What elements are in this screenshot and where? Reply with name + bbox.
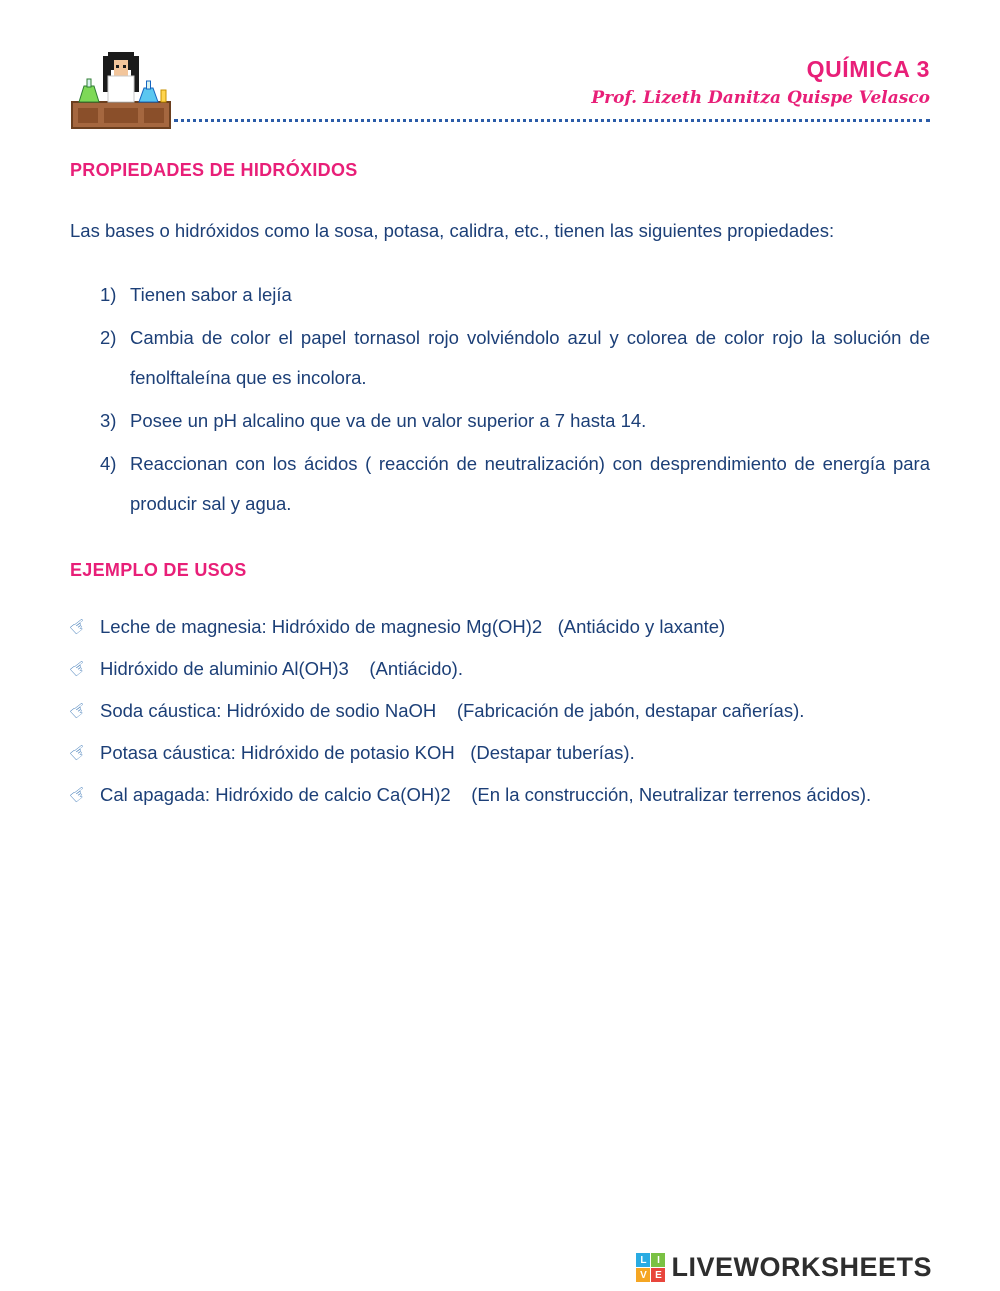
pointing-hand-icon: ☞ <box>65 654 93 684</box>
properties-list <box>70 275 930 524</box>
section-heading-propiedades: PROPIEDADES DE HIDRÓXIDOS <box>70 160 358 180</box>
item-number: 1) <box>100 284 117 305</box>
pointing-hand-icon: ☞ <box>65 696 93 726</box>
logo-square-l: L <box>636 1253 650 1267</box>
logo-square-i: I <box>651 1253 665 1267</box>
liveworksheets-wordmark: LIVEWORKSHEETS <box>671 1252 932 1282</box>
item-number: 2) <box>100 327 117 348</box>
numbered-item <box>70 318 930 398</box>
intro-paragraph: Las bases o hidróxidos como la sosa, potasa, calidra, etc., tienen las siguientes propiedades: <box>70 220 835 241</box>
numbered-item <box>70 444 930 524</box>
pointing-hand-icon: ☞ <box>65 738 93 768</box>
item-number: 3) <box>100 410 117 431</box>
liveworksheets-logo[interactable] <box>636 1252 932 1283</box>
use-item <box>65 691 930 731</box>
item-text: Reaccionan con los ácidos ( reacción de neutralización) con desprendimiento de energía para producir sal y agua. <box>130 453 930 514</box>
item-number: 4) <box>100 453 117 474</box>
use-text: Potasa cáustica: Hidróxido de potasio KOH (Destapar tuberías). <box>100 742 635 763</box>
logo-square-v: V <box>636 1268 650 1282</box>
numbered-item <box>70 401 930 441</box>
teacher-name: Prof. Lizeth Danitza Quispe Velasco <box>591 88 930 108</box>
teacher-lab-art-svg <box>70 50 172 130</box>
page-header <box>0 0 1000 138</box>
dotted-divider <box>174 119 930 122</box>
use-text: Soda cáustica: Hidróxido de sodio NaOH (Fabricación de jabón, destapar cañerías). <box>100 700 805 721</box>
teacher-lab-image <box>70 50 172 130</box>
item-text: Posee un pH alcalino que va de un valor superior a 7 hasta 14. <box>130 410 647 431</box>
numbered-item <box>70 275 930 315</box>
use-item <box>65 607 930 647</box>
course-title: QUÍMICA 3 <box>806 56 930 82</box>
use-item <box>65 649 930 689</box>
use-item <box>65 775 930 815</box>
use-item <box>65 733 930 773</box>
logo-square-e: E <box>651 1268 665 1282</box>
item-text: Tienen sabor a lejía <box>130 284 292 305</box>
uses-list <box>65 607 930 815</box>
pointing-hand-icon: ☞ <box>65 612 93 642</box>
use-text: Cal apagada: Hidróxido de calcio Ca(OH)2 (En la construcción, Neutralizar terrenos ácidos). <box>100 784 872 805</box>
use-text: Hidróxido de aluminio Al(OH)3 (Antiácido). <box>100 658 463 679</box>
document-body <box>0 160 1000 815</box>
pointing-hand-icon: ☞ <box>65 780 93 810</box>
item-text: Cambia de color el papel tornasol rojo volviéndolo azul y colorea de color rojo la solución de fenolftaleína que es incolora. <box>130 327 930 388</box>
liveworksheets-icon <box>636 1253 665 1282</box>
use-text: Leche de magnesia: Hidróxido de magnesio Mg(OH)2 (Antiácido y laxante) <box>100 616 726 637</box>
header-titles <box>591 56 930 108</box>
section-heading-usos: EJEMPLO DE USOS <box>70 560 247 580</box>
